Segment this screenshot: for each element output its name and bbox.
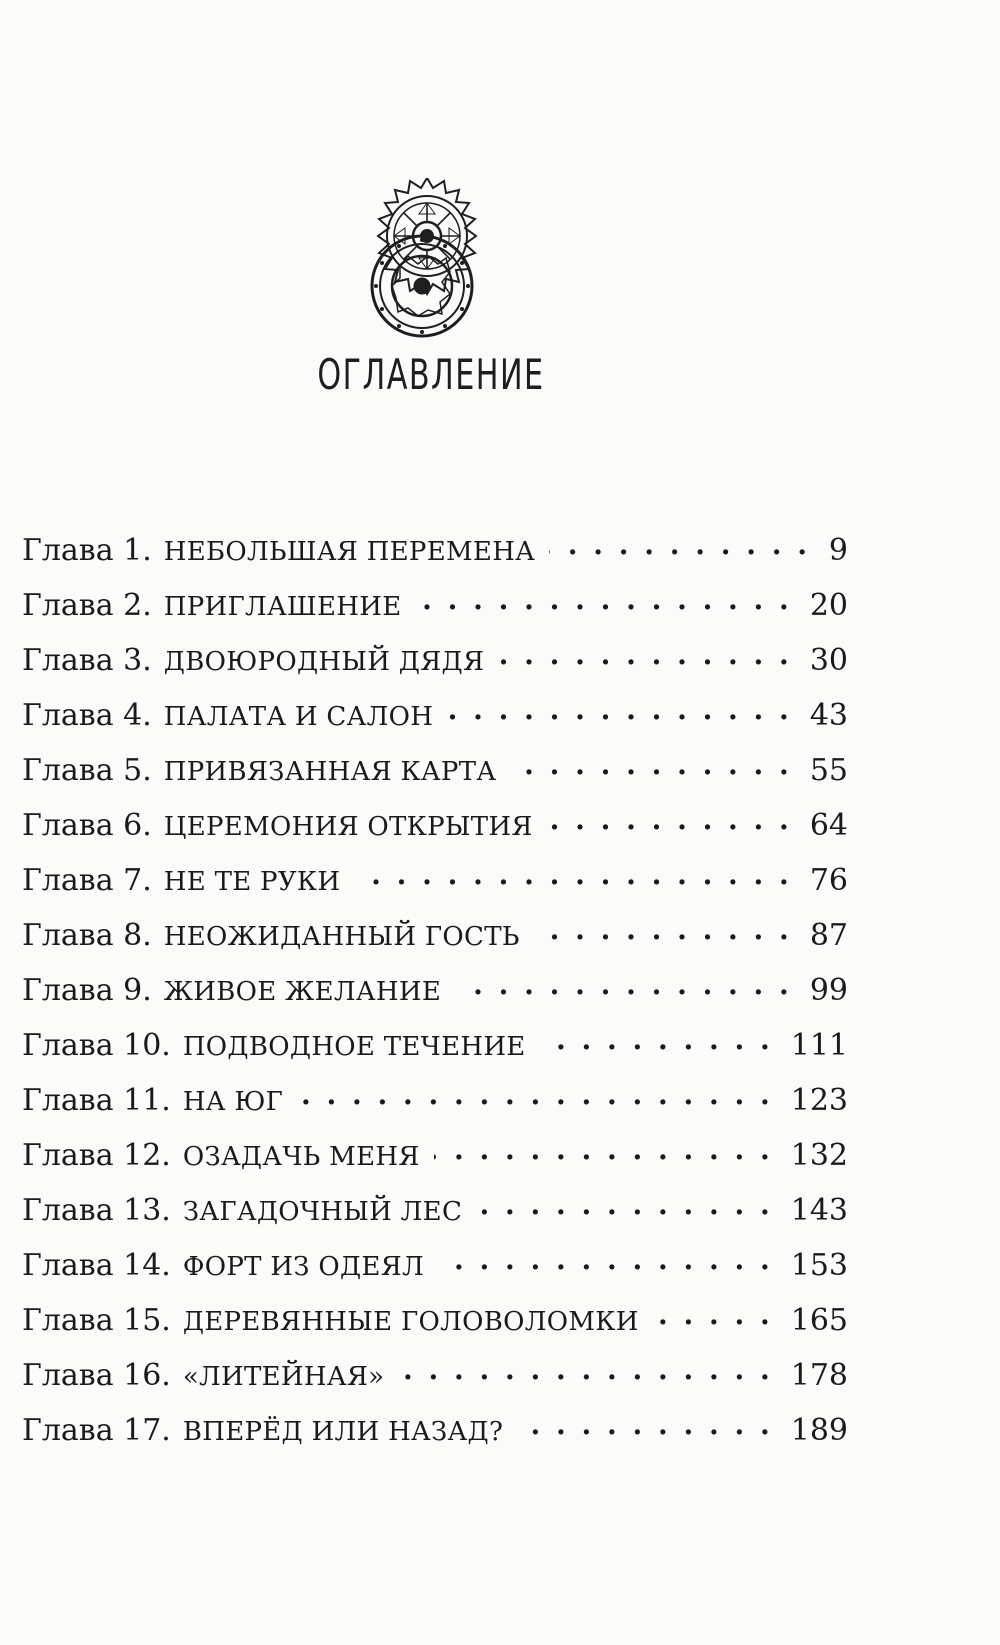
toc-entry: [22, 1410, 848, 1465]
chapter-title: НЕ ТЕ РУКИ: [163, 867, 341, 897]
chapter-number: Глава 17.: [22, 1413, 171, 1448]
toc-entry: [22, 640, 848, 695]
dot-leader: [510, 750, 791, 780]
page-number: 55: [809, 753, 848, 788]
toc-entry: [22, 915, 848, 970]
page-number: 132: [790, 1138, 848, 1173]
page-number: 123: [790, 1083, 848, 1118]
chapter-number: Глава 5.: [22, 753, 152, 788]
chapter-title: НА ЮГ: [182, 1087, 284, 1117]
page-number: 9: [828, 533, 848, 568]
page-number: 64: [809, 808, 848, 843]
chapter-number: Глава 6.: [22, 808, 152, 843]
page-number: 143: [790, 1193, 848, 1228]
page-number: 76: [809, 863, 848, 898]
dot-leader: [455, 970, 792, 1000]
page-number: 87: [809, 918, 848, 953]
chapter-title: ПРИВЯЗАННАЯ КАРТА: [163, 757, 497, 787]
page-title: ОГЛАВЛЕНИЕ: [317, 350, 545, 399]
chapter-number: Глава 9.: [22, 973, 152, 1008]
chapter-number: Глава 14.: [22, 1248, 171, 1283]
toc-entry: [22, 1355, 848, 1410]
toc-entry: [22, 1135, 848, 1190]
dot-leader: [354, 860, 791, 890]
toc-entry: [22, 695, 848, 750]
door-knocker-icon: [360, 178, 495, 343]
chapter-title: НЕОЖИДАННЫЙ ГОСТЬ: [163, 922, 520, 952]
dot-leader: [498, 640, 792, 670]
chapter-number: Глава 3.: [22, 643, 152, 678]
chapter-number: Глава 7.: [22, 863, 152, 898]
page-number: 111: [790, 1028, 848, 1063]
toc-entry: [22, 805, 848, 860]
chapter-number: Глава 1.: [22, 533, 152, 568]
dot-leader: [540, 1025, 773, 1055]
chapter-title: ДВОЮРОДНЫЙ ДЯДЯ: [163, 647, 485, 677]
toc-entry: [22, 1080, 848, 1135]
page-number: 189: [790, 1413, 848, 1448]
chapter-number: Глава 4.: [22, 698, 152, 733]
dot-leader: [297, 1080, 773, 1110]
dot-leader: [447, 695, 792, 725]
toc-entry: [22, 530, 848, 585]
chapter-title: ФОРТ ИЗ ОДЕЯЛ: [182, 1252, 424, 1282]
dot-leader: [398, 1355, 772, 1385]
toc-entry: [22, 1300, 848, 1355]
dot-leader: [534, 915, 792, 945]
page-number: 30: [809, 643, 848, 678]
chapter-number: Глава 13.: [22, 1193, 171, 1228]
toc-entry: [22, 970, 848, 1025]
chapter-number: Глава 2.: [22, 588, 152, 623]
dot-leader: [547, 805, 792, 835]
toc-entry: [22, 585, 848, 640]
dot-leader: [517, 1410, 773, 1440]
chapter-title: ВПЕРЁД ИЛИ НАЗАД?: [182, 1417, 504, 1447]
chapter-title: ЦЕРЕМОНИЯ ОТКРЫТИЯ: [163, 812, 533, 842]
chapter-title: ПАЛАТА И САЛОН: [163, 702, 434, 732]
toc-entry: [22, 1025, 848, 1080]
toc-entry: [22, 750, 848, 805]
chapter-number: Глава 15.: [22, 1303, 171, 1338]
dot-leader: [476, 1190, 773, 1220]
page-number: 165: [790, 1303, 848, 1338]
chapter-title: ЖИВОЕ ЖЕЛАНИЕ: [163, 977, 442, 1007]
chapter-title: ЗАГАДОЧНЫЙ ЛЕС: [182, 1197, 463, 1227]
chapter-number: Глава 12.: [22, 1138, 171, 1173]
dot-leader: [438, 1245, 773, 1275]
page-number: 99: [809, 973, 848, 1008]
toc-entry: [22, 1190, 848, 1245]
chapter-title: ДЕРЕВЯННЫЕ ГОЛОВОЛОМКИ: [182, 1307, 639, 1337]
chapter-title: ПОДВОДНОЕ ТЕЧЕНИЕ: [182, 1032, 526, 1062]
page-number: 20: [809, 588, 848, 623]
chapter-title: ПРИГЛАШЕНИЕ: [163, 592, 402, 622]
page-number: 178: [790, 1358, 848, 1393]
dot-leader: [653, 1300, 773, 1330]
chapter-number: Глава 16.: [22, 1358, 171, 1393]
dot-leader: [549, 530, 810, 560]
chapter-number: Глава 8.: [22, 918, 152, 953]
chapter-title: НЕБОЛЬШАЯ ПЕРЕМЕНА: [163, 537, 536, 567]
chapter-title: ОЗАДАЧЬ МЕНЯ: [182, 1142, 420, 1172]
dot-leader: [434, 1135, 773, 1165]
page-number: 153: [790, 1248, 848, 1283]
chapter-number: Глава 10.: [22, 1028, 171, 1063]
chapter-number: Глава 11.: [22, 1083, 171, 1118]
chapter-title: «ЛИТЕЙНАЯ»: [182, 1362, 385, 1392]
table-of-contents: [22, 530, 848, 1465]
toc-entry: [22, 1245, 848, 1300]
dot-leader: [415, 585, 791, 615]
toc-entry: [22, 860, 848, 915]
page-number: 43: [809, 698, 848, 733]
